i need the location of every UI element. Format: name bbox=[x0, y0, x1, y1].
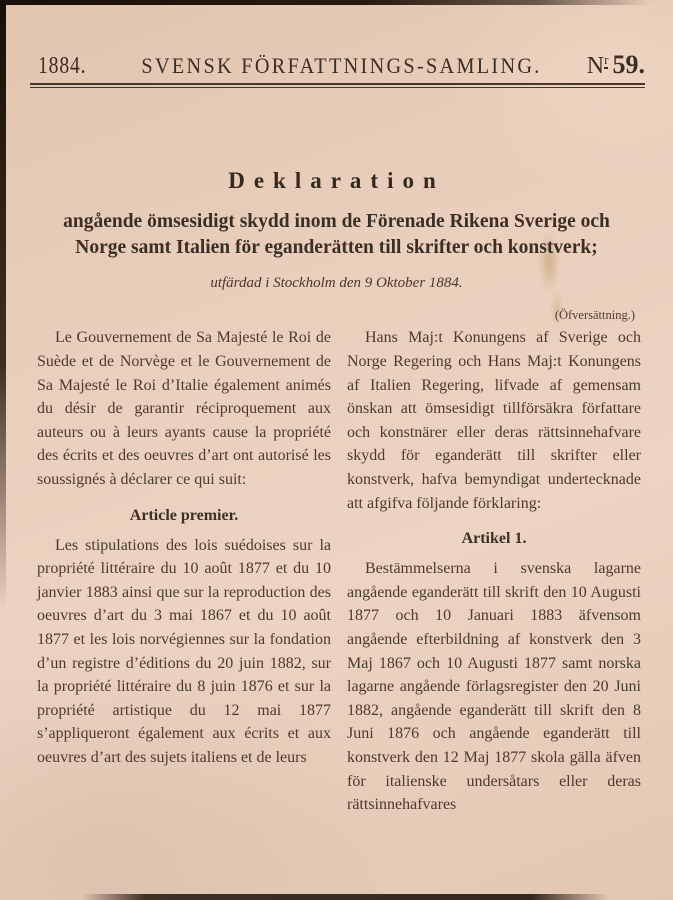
two-column-body bbox=[0, 308, 673, 816]
issue-number-superscript: r bbox=[604, 52, 609, 67]
masthead-double-rule bbox=[30, 83, 645, 88]
photo-edge-top bbox=[0, 0, 673, 5]
column-french bbox=[37, 308, 331, 816]
document-title: Deklaration bbox=[228, 168, 445, 193]
photo-edge-bottom bbox=[82, 894, 610, 900]
french-column-spacer bbox=[37, 308, 331, 326]
masthead-series-title: SVENSK FÖRFATTNINGS-SAMLING. bbox=[141, 53, 543, 78]
swedish-article-paragraph: Bestämmelserna i svenska lagarne angående eganderätt till skrift den 10 Augusti 1877 och 10 Januari 1883 äfvensom angående efterbildning af konstverk den 3 Maj 1867 och 10 Augusti 1877 samt norska lagarne angående förlagsregister den 20 Juni 1882, angående eganderätt till skrift den 8 Juni 1876 och angående eganderätt till konstverk den 12 Maj 1877 skola gälla äfven för italienske undersåtars eller deras rättsinnehafvares bbox=[347, 560, 641, 814]
issue-number-value: 59. bbox=[612, 50, 645, 79]
document-subtitle: angående ömsesidigt skydd inom de Förenade Rikena Sverige och Norge samt Italien för eganderätten till skrifter och konstverk; bbox=[63, 211, 610, 258]
document-dateline: utfärdad i Stockholm den 9 Oktober 1884. bbox=[210, 275, 463, 292]
french-article-heading: Article premier. bbox=[129, 506, 239, 524]
masthead bbox=[0, 50, 673, 80]
french-preamble-paragraph: Le Gouvernement de Sa Majesté le Roi de Suède et de Norvège et le Gouvernement de Sa Majesté le Roi d’Italie également animés du désir de garantir réciproquement aux auteurs ou à leurs ayants cause la propriété des écrits et des oeuvres d’art ont autorisé les soussignés à déclarer ce qui suit: bbox=[37, 329, 331, 489]
translation-note: (Öfversättning.) bbox=[554, 308, 635, 323]
masthead-year: 1884. bbox=[38, 53, 87, 79]
photo-edge-left bbox=[0, 0, 6, 610]
masthead-issue-number bbox=[587, 50, 645, 80]
column-swedish bbox=[347, 308, 641, 816]
swedish-article-heading: Artikel 1. bbox=[461, 530, 527, 548]
french-article-paragraph: Les stipulations des lois suédoises sur la propriété littéraire du 10 août 1877 et du 10 janvier 1883 ainsi que sur la reproduction des oeuvres d’art du 3 mai 1867 et du 10 août 1877 et les lois norvégiennes sur la fondation d’un registre d’éditions du 20 juin 1882, sur la propriété littéraire du 8 juin 1876 et sur la propriété artistique du 12 mai 1877 s’appliqueront également aux écrits et aux oeuvres d’art des sujets italiens et de leurs bbox=[37, 536, 331, 766]
swedish-preamble-paragraph: Hans Maj:t Konungens af Sverige och Norge Regering och Hans Maj:t Konungens af Italien Regering, lifvade af gemensam önskan att ömsesidigt tillförsäkra författare och konstnärer eller deras rättsinnehafvare skydd för eganderätt till skrifter eller konstverk, hafva bemyndigat undertecknade att afgifva följande förklaring: bbox=[347, 329, 641, 512]
issue-number-n: N bbox=[586, 53, 605, 79]
